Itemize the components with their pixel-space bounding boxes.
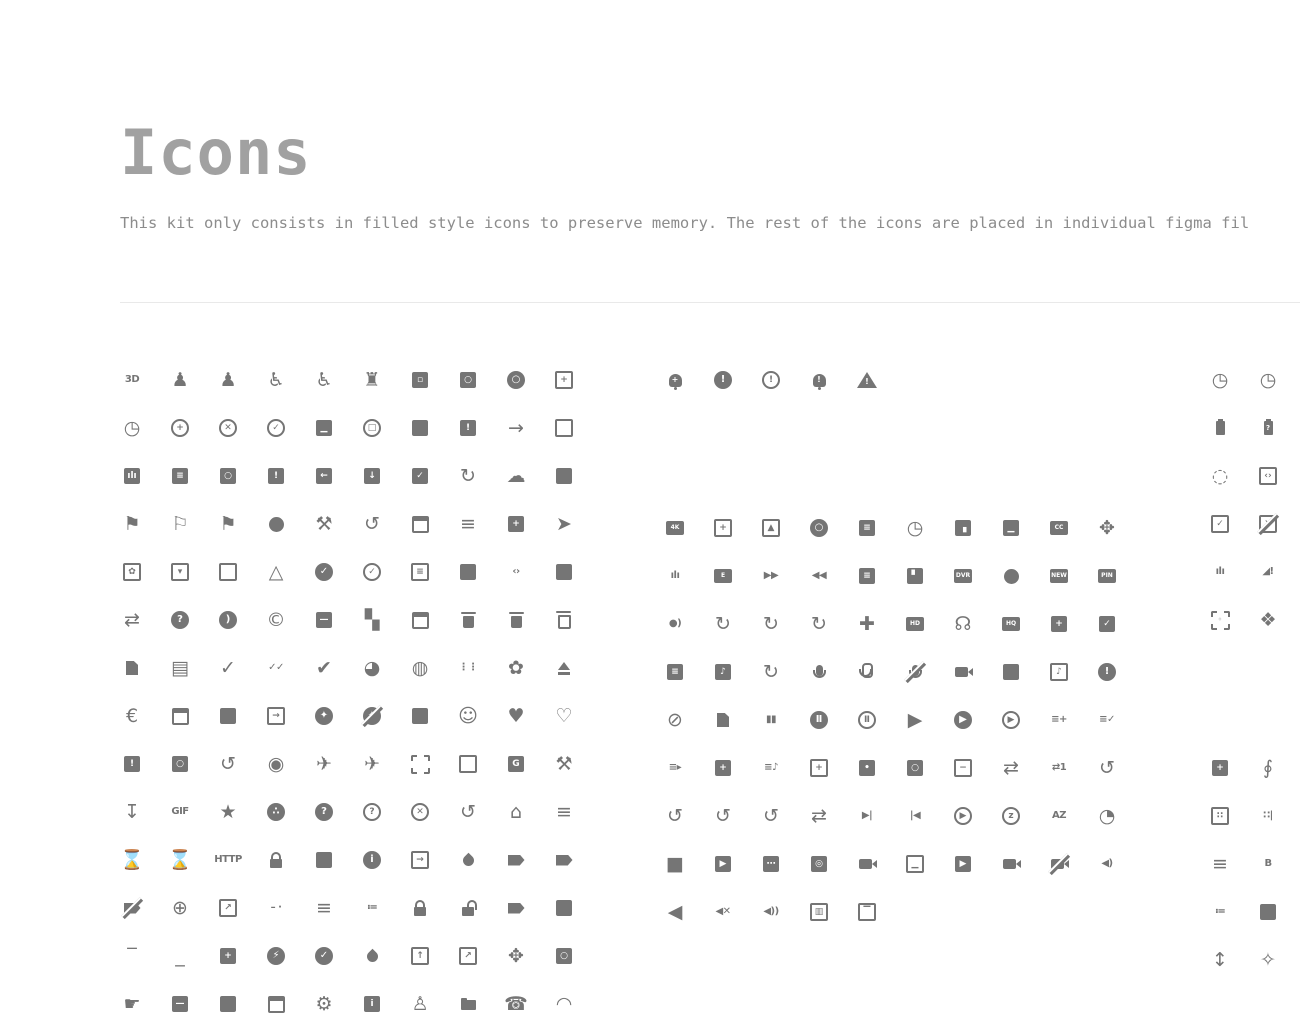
compare-arrows-icon[interactable]: ⇄	[124, 608, 140, 631]
format-list-numbered-icon[interactable]: ≔	[1214, 906, 1226, 917]
add-comment-icon[interactable]: +	[1196, 744, 1244, 792]
build-icon[interactable]: ⚒	[315, 512, 333, 535]
lock-icon[interactable]	[396, 884, 444, 932]
alarm-icon[interactable]: ◷	[123, 416, 141, 439]
assessment-icon[interactable]: ılı	[108, 452, 156, 500]
find-replace-icon[interactable]: ↺	[220, 752, 236, 775]
signal-cellular-connected-no-internet-4-bar-icon[interactable]: ◢!	[1262, 566, 1274, 577]
skip-next-icon[interactable]: ▶|	[861, 810, 873, 821]
error-icon[interactable]: !	[699, 356, 747, 404]
language-icon[interactable]: ⊕	[172, 896, 188, 919]
cancel-schedule-send-icon[interactable]: ➤	[556, 512, 572, 535]
skip-previous-icon[interactable]: |◀	[909, 810, 921, 821]
done-outline-icon[interactable]: ✔	[316, 656, 332, 679]
g-translate-icon[interactable]: G	[492, 740, 540, 788]
alarm-add-icon[interactable]: +	[156, 404, 204, 452]
flip-to-back-icon[interactable]	[396, 740, 444, 788]
av-timer-icon[interactable]: ◷	[906, 516, 924, 539]
featured-video-icon[interactable]: ▘	[891, 552, 939, 600]
arrow-right-alt-icon[interactable]: →	[508, 416, 524, 439]
list-icon[interactable]: ≔	[366, 902, 378, 913]
offline-bolt-icon[interactable]: ⚡	[252, 932, 300, 980]
developer-mode-icon[interactable]: ‹›	[1244, 452, 1292, 500]
hourglass-full-icon[interactable]: ⌛	[168, 848, 192, 871]
perm-data-setting-icon[interactable]: ⚙	[315, 992, 333, 1015]
card-membership-icon[interactable]: ▾	[156, 548, 204, 596]
delete-outline-icon[interactable]	[540, 596, 588, 644]
add-alert-icon[interactable]: +	[651, 356, 699, 404]
line-style-icon[interactable]: – ·	[270, 902, 282, 913]
assignment-turned-in-icon[interactable]: ✓	[396, 452, 444, 500]
branding-watermark-icon[interactable]: ▗	[939, 504, 987, 552]
bug-report-icon[interactable]	[252, 500, 300, 548]
movie-icon[interactable]	[987, 648, 1035, 696]
delete-forever-icon[interactable]	[492, 596, 540, 644]
favorite-border-icon[interactable]: ♡	[555, 704, 573, 727]
bookmark-border-icon[interactable]: ⚐	[171, 512, 189, 535]
add-to-queue-icon[interactable]: +	[699, 504, 747, 552]
battery-std-icon[interactable]	[1196, 404, 1244, 452]
maximize-icon[interactable]: ‾	[127, 944, 137, 967]
perm-identity-icon[interactable]: ♙	[411, 992, 429, 1015]
pan-tool-icon[interactable]: ☛	[123, 992, 141, 1015]
home-icon[interactable]: ⌂	[509, 800, 523, 823]
call-to-action-icon[interactable]: ▁	[987, 504, 1035, 552]
assignment-icon[interactable]: ≡	[156, 452, 204, 500]
surround-sound-icon[interactable]: ◎	[795, 840, 843, 888]
playlist-play-icon[interactable]: ≡▸	[668, 762, 682, 773]
grade-icon[interactable]: ★	[219, 800, 237, 823]
web-asset-icon[interactable]: ▔	[843, 888, 891, 936]
pause-circle-outline-icon[interactable]: Ⅱ	[843, 696, 891, 744]
format-paint-icon[interactable]	[1244, 888, 1292, 936]
volume-off-icon[interactable]: ◀✕	[715, 906, 731, 917]
album-icon[interactable]: ○	[795, 504, 843, 552]
donut-large-icon[interactable]: ◕	[363, 656, 381, 679]
horizontal-split-icon[interactable]: ≡	[556, 800, 572, 823]
euro-symbol-icon[interactable]: €	[125, 704, 139, 727]
notification-important-icon[interactable]: !	[795, 356, 843, 404]
pause-icon[interactable]: ▮▮	[765, 714, 776, 725]
height-icon[interactable]: ↕	[1212, 948, 1228, 971]
hearing-icon[interactable]: ☊	[954, 612, 972, 635]
highlight-off-icon[interactable]: ✕	[396, 788, 444, 836]
video-library-icon[interactable]: ▶	[939, 840, 987, 888]
backup-icon[interactable]: ☁	[506, 464, 526, 487]
forward-5-icon[interactable]: ↻	[811, 612, 827, 635]
wallpaper-icon[interactable]: ◦	[1196, 596, 1244, 644]
assignment-late-icon[interactable]: !	[252, 452, 300, 500]
play-arrow-icon[interactable]: ▶	[907, 708, 923, 731]
library-books-icon[interactable]: ≡	[651, 648, 699, 696]
queue-icon[interactable]: +	[699, 744, 747, 792]
https-icon[interactable]	[252, 836, 300, 884]
donut-small-icon[interactable]: ◍	[411, 656, 429, 679]
remove-from-queue-icon[interactable]: −	[939, 744, 987, 792]
all-inbox-icon[interactable]: ▁	[300, 404, 348, 452]
contact-support-icon[interactable]: ?	[156, 596, 204, 644]
4k-icon[interactable]: 4K	[651, 504, 699, 552]
fiber-smart-record-icon[interactable]: ●)	[668, 618, 682, 629]
music-video-icon[interactable]: ♪	[1035, 648, 1083, 696]
volume-mute-icon[interactable]: ◀	[667, 900, 683, 923]
group-work-icon[interactable]: ∴	[252, 788, 300, 836]
gif-icon[interactable]: GIF	[171, 806, 189, 817]
calendar-view-day-icon[interactable]: ≡	[460, 512, 476, 535]
sort-by-alpha-icon[interactable]: AZ	[1052, 810, 1066, 821]
accessible-forward-icon[interactable]: ♿	[315, 368, 333, 391]
featured-play-list-icon[interactable]: ≡	[843, 552, 891, 600]
accessibility-icon[interactable]: ♟	[171, 368, 189, 391]
not-interested-icon[interactable]: ⊘	[667, 708, 683, 731]
lock-open-icon[interactable]	[444, 884, 492, 932]
flight-takeoff-icon[interactable]: ✈	[364, 752, 380, 775]
repeat-one-icon[interactable]: ⇄1	[1051, 762, 1067, 773]
closed-caption-icon[interactable]: CC	[1035, 504, 1083, 552]
queue-play-next-icon[interactable]: +	[795, 744, 843, 792]
perm-camera-mic-icon[interactable]	[204, 980, 252, 1028]
mic-none-icon[interactable]	[843, 648, 891, 696]
label-icon[interactable]	[492, 836, 540, 884]
explore-off-icon[interactable]	[348, 692, 396, 740]
error-outline-icon[interactable]: !	[747, 356, 795, 404]
replay-10-icon[interactable]: ↺	[667, 804, 683, 827]
input-icon[interactable]: →	[396, 836, 444, 884]
stop-icon[interactable]: ■	[666, 852, 684, 875]
explore-icon[interactable]: ✦	[300, 692, 348, 740]
account-circle-icon[interactable]: ○	[492, 356, 540, 404]
video-label-icon[interactable]: ▁	[891, 840, 939, 888]
recent-actors-icon[interactable]: ○	[891, 744, 939, 792]
check-circle-icon[interactable]: ✓	[300, 548, 348, 596]
flip-to-front-icon[interactable]	[444, 740, 492, 788]
format-bold-icon[interactable]: B	[1264, 858, 1272, 869]
data-usage-icon[interactable]: ◌	[1211, 464, 1229, 487]
chrome-reader-mode-icon[interactable]: ≡	[396, 548, 444, 596]
markunread-mailbox-icon[interactable]	[540, 884, 588, 932]
section-divider	[120, 302, 1300, 303]
perm-media-icon[interactable]	[444, 980, 492, 1028]
warning-icon[interactable]: !	[843, 356, 891, 404]
play-circle-outline-icon[interactable]: ▶	[987, 696, 1035, 744]
all-out-icon[interactable]: □	[348, 404, 396, 452]
page-subtitle: This kit only consists in filled style icons to preserve memory. The rest of the icons are placed in individual figma fil	[120, 214, 1250, 232]
shuffle-icon[interactable]: ⇄	[811, 804, 827, 827]
slow-motion-video-icon[interactable]: ▶	[939, 792, 987, 840]
delete-icon[interactable]	[444, 596, 492, 644]
access-alarms-icon[interactable]: ◷	[1259, 368, 1277, 391]
cached-icon[interactable]: ↺	[364, 512, 380, 535]
minimize-icon[interactable]: _	[175, 944, 185, 967]
dashboard-icon[interactable]: ▚	[364, 608, 380, 631]
date-range-icon[interactable]	[396, 596, 444, 644]
battery-unknown-icon[interactable]: ?	[1244, 404, 1292, 452]
art-track-icon[interactable]: ≡	[843, 504, 891, 552]
drag-indicator-icon[interactable]: ⋮⋮	[458, 662, 478, 673]
add-shopping-cart-icon[interactable]: +	[540, 356, 588, 404]
fast-forward-icon[interactable]: ▶▶	[763, 570, 779, 581]
assignment-ind-icon[interactable]: ○	[204, 452, 252, 500]
aspect-ratio-icon[interactable]	[540, 404, 588, 452]
card-giftcard-icon[interactable]: ✿	[108, 548, 156, 596]
event-seat-icon[interactable]	[204, 692, 252, 740]
account-balance-wallet-icon[interactable]: ▫	[396, 356, 444, 404]
label-off-icon[interactable]	[108, 884, 156, 932]
mobile-friendly-icon[interactable]: ✓	[1196, 500, 1244, 548]
open-in-new-icon[interactable]: ↗	[444, 932, 492, 980]
favorite-icon[interactable]: ♥	[507, 704, 525, 727]
3d-rotation-icon[interactable]: 3D	[124, 374, 140, 385]
replay-icon[interactable]: ↺	[1099, 756, 1115, 779]
bookmark-icon[interactable]: ⚑	[123, 512, 141, 535]
web-icon[interactable]: ▥	[795, 888, 843, 936]
radio-icon[interactable]: •	[843, 744, 891, 792]
account-box-icon[interactable]: ○	[444, 356, 492, 404]
fiber-manual-record-icon[interactable]	[987, 552, 1035, 600]
account-balance-icon[interactable]: ♜	[363, 368, 381, 391]
format-align-right-icon[interactable]: ≡	[1212, 852, 1228, 875]
line-weight-icon[interactable]: ≡	[316, 896, 332, 919]
accessible-icon[interactable]: ♿	[267, 368, 285, 391]
library-add-icon[interactable]: +	[1035, 600, 1083, 648]
offline-pin-icon[interactable]: ✓	[300, 932, 348, 980]
bookmarks-icon[interactable]: ⚑	[219, 512, 237, 535]
playlist-add-check-icon[interactable]: ≡✓	[1099, 714, 1115, 725]
subtitles-icon[interactable]: ⋯	[747, 840, 795, 888]
get-app-icon[interactable]: ↧	[124, 800, 140, 823]
note-icon[interactable]	[699, 696, 747, 744]
done-all-icon[interactable]: ✓✓	[268, 662, 284, 673]
feedback-icon[interactable]: !	[108, 740, 156, 788]
perm-contact-calendar-icon[interactable]	[252, 980, 300, 1028]
new-releases-icon[interactable]: !	[1083, 648, 1131, 696]
library-add-check-icon[interactable]: ✓	[1083, 600, 1131, 648]
snooze-icon[interactable]: z	[987, 792, 1035, 840]
airplay-icon[interactable]: ▲	[747, 504, 795, 552]
eject-icon[interactable]	[540, 644, 588, 692]
open-in-browser-icon[interactable]: ↑	[396, 932, 444, 980]
fiber-pin-icon[interactable]: PIN	[1083, 552, 1131, 600]
signal-cellular-alt-icon[interactable]: ılı	[1215, 566, 1225, 577]
find-in-page-icon[interactable]: ○	[156, 740, 204, 788]
videocam-icon[interactable]	[987, 840, 1035, 888]
open-with-icon[interactable]: ✥	[508, 944, 524, 967]
replay-5-icon[interactable]: ↺	[763, 804, 779, 827]
fingerprint-icon[interactable]: ◉	[267, 752, 285, 775]
accessibility-new-icon[interactable]: ♟	[219, 368, 237, 391]
description-icon[interactable]	[108, 644, 156, 692]
library-music-icon[interactable]: ♪	[699, 648, 747, 696]
code-icon[interactable]: ‹›	[512, 566, 520, 577]
mobile-off-icon[interactable]	[1244, 500, 1292, 548]
class-icon[interactable]	[444, 548, 492, 596]
queue-music-icon[interactable]: ≡♪	[764, 762, 778, 773]
gavel-icon[interactable]: ⚒	[555, 752, 573, 775]
mic-off-icon[interactable]	[891, 648, 939, 696]
opacity-icon[interactable]	[348, 932, 396, 980]
history-icon[interactable]: ↺	[460, 800, 476, 823]
games-icon[interactable]: ✚	[859, 612, 875, 635]
speed-icon[interactable]: ◔	[1098, 804, 1116, 827]
autorenew-icon[interactable]: ↻	[460, 464, 476, 487]
extension-icon[interactable]	[396, 692, 444, 740]
contactless-icon[interactable]: )	[204, 596, 252, 644]
video-call-icon[interactable]	[843, 840, 891, 888]
camera-enhance-icon[interactable]: +	[492, 500, 540, 548]
note-add-icon[interactable]: +	[204, 932, 252, 980]
fast-rewind-icon[interactable]: ◀◀	[811, 570, 827, 581]
exit-to-app-icon[interactable]: →	[252, 692, 300, 740]
done-icon[interactable]: ✓	[220, 656, 236, 679]
android-icon[interactable]	[396, 404, 444, 452]
assignment-return-icon[interactable]: ←	[300, 452, 348, 500]
change-history-icon[interactable]: △	[268, 560, 284, 583]
pause-circle-filled-icon[interactable]: Ⅱ	[795, 696, 843, 744]
explicit-icon[interactable]: E	[699, 552, 747, 600]
missed-video-call-icon[interactable]	[939, 648, 987, 696]
label-important-icon[interactable]	[540, 836, 588, 884]
border-right-icon[interactable]: ∷|	[1263, 810, 1273, 821]
info-icon[interactable]: i	[348, 836, 396, 884]
help-outline-icon[interactable]: ?	[348, 788, 396, 836]
play-circle-filled-icon[interactable]: ▶	[939, 696, 987, 744]
forward-30-icon[interactable]: ↻	[763, 612, 779, 635]
payment-icon[interactable]: —	[156, 980, 204, 1028]
invert-colors-icon[interactable]	[444, 836, 492, 884]
dns-icon[interactable]: ▤	[171, 656, 189, 679]
playlist-add-icon[interactable]: ≡+	[1051, 714, 1067, 725]
fiber-new-icon[interactable]: NEW	[1035, 552, 1083, 600]
flight-land-icon[interactable]: ✈	[316, 752, 332, 775]
equalizer-icon[interactable]: ılı	[670, 570, 680, 581]
perm-device-information-icon[interactable]: i	[348, 980, 396, 1028]
important-devices-icon[interactable]	[300, 836, 348, 884]
mic-icon[interactable]	[795, 648, 843, 696]
repeat-icon[interactable]: ⇄	[1003, 756, 1019, 779]
assignment-returned-icon[interactable]: ↓	[348, 452, 396, 500]
control-camera-icon[interactable]: ✥	[1099, 516, 1115, 539]
access-alarm-icon[interactable]: ◷	[1211, 368, 1229, 391]
hd-icon[interactable]: HD	[891, 600, 939, 648]
alarm-on-icon[interactable]: ✓	[252, 404, 300, 452]
pageview-icon[interactable]: ○	[540, 932, 588, 980]
videocam-off-icon[interactable]	[1035, 840, 1083, 888]
forward-10-icon[interactable]: ↻	[715, 612, 731, 635]
commute-icon[interactable]	[540, 548, 588, 596]
announcement-icon[interactable]: !	[444, 404, 492, 452]
card-travel-icon[interactable]	[204, 548, 252, 596]
highlight-icon[interactable]: ✧	[1260, 948, 1276, 971]
fiber-dvr-icon[interactable]: DVR	[939, 552, 987, 600]
http-icon[interactable]: HTTP	[214, 854, 242, 865]
volume-up-icon[interactable]: ◀))	[763, 906, 779, 917]
perm-phone-msg-icon[interactable]: ☎	[504, 992, 528, 1015]
loyalty-icon[interactable]	[492, 884, 540, 932]
eco-icon[interactable]: ✿	[508, 656, 524, 679]
loop-icon[interactable]: ↻	[763, 660, 779, 683]
high-quality-icon[interactable]: HQ	[987, 600, 1035, 648]
event-icon[interactable]	[156, 692, 204, 740]
alarm-off-icon[interactable]: ✕	[204, 404, 252, 452]
book-icon[interactable]	[540, 452, 588, 500]
replay-30-icon[interactable]: ↺	[715, 804, 731, 827]
subscriptions-icon[interactable]: ▶	[699, 840, 747, 888]
widgets-icon[interactable]: ❖	[1259, 608, 1277, 631]
perm-scan-wifi-icon[interactable]: ◠	[555, 992, 573, 1015]
copyright-icon[interactable]: ©	[266, 608, 286, 631]
attach-file-icon[interactable]: ∮	[1263, 756, 1273, 779]
help-icon[interactable]: ?	[300, 788, 348, 836]
launch-icon[interactable]: ↗	[204, 884, 252, 932]
credit-card-icon[interactable]: —	[300, 596, 348, 644]
face-icon[interactable]: ☺	[458, 704, 478, 727]
volume-down-icon[interactable]: ◀)	[1101, 858, 1113, 869]
check-circle-outline-icon[interactable]: ✓	[348, 548, 396, 596]
hourglass-empty-icon[interactable]: ⌛	[120, 848, 144, 871]
page-title: Icons	[120, 116, 312, 189]
border-outer-icon[interactable]: ∷	[1196, 792, 1244, 840]
calendar-today-icon[interactable]	[396, 500, 444, 548]
